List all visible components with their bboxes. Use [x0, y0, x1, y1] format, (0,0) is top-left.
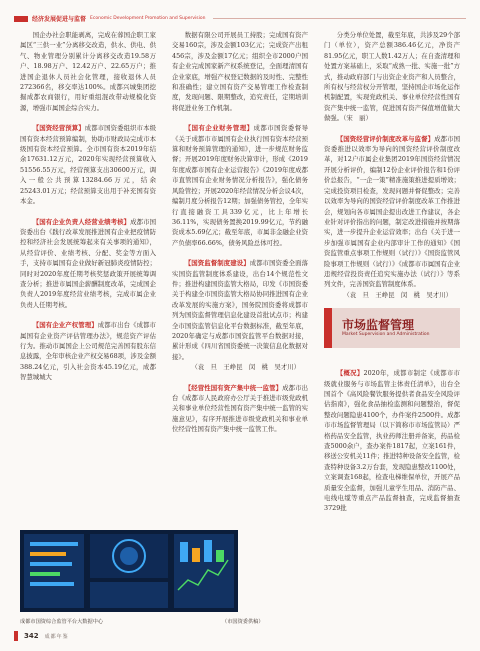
header-title: 经济发展促进与监督 — [32, 16, 87, 23]
entry-heading: 【国资经营预算】 — [32, 124, 85, 133]
footer-accent — [14, 631, 18, 641]
spacer — [172, 373, 308, 383]
paragraph-text: 成都市国资委出台《践行改革发展推进国有企业把疫情防控和经济社会发展统筹起来有关事项的通知》，从经营评价、业绩考核、分配、奖金等方面入手，支持市属国有企业做好新冠肺炎疫情防控；同时对2020年度任期考核奖惩政策开展统筹调查分析；推进市属国企薪酬制度改革，完成国企负责人2019年度经营业绩考核，完成市属企业负责人任期考核。 — [20, 217, 156, 309]
paragraph-text: 成都市出台《成都市人民政府办公厅关于推进市级党政机关和事业单位经营性国有资产集中统一监管的实施意见》，有序开展推进市级党政机关和事业单位经营性国有资产集中统一监管工作。 — [172, 383, 308, 434]
entry-heading: 【概况】 — [336, 369, 364, 378]
entry-heading: 【经营性国有资产集中统一监管】 — [184, 383, 283, 392]
paragraph — [172, 30, 308, 113]
entry-heading: 【国有企业产权管理】 — [32, 321, 98, 330]
author-signature — [172, 362, 308, 372]
running-header — [14, 14, 466, 23]
dashboard-photo — [20, 530, 238, 612]
paragraph-text: 成都市国资委推进以效率为导向的国资经营评价制度改革，对12户市属企业集团2019年国资经营情况开展分析评价，编制12份企业评价报告和1份评价总报告，“一企一策”精准施策推进提质增效；完成投资项目检查，发现问题并督促整改；完善以效率为导向的国资经营评价制度改革工作推进会，规划向各市属国企提出改进工作建议，各企业针对评价指出的问题，制定改进措施并按期落实，进一步提升企业运营效率；出台《关于进一步加强市属国有企业内部审计工作的通知》《国资监管重点事项工作规则（试行）》《国资监管风险事项工作规则（试行）》《成都市市属国有企业违规经营投资责任追究实施办法（试行）》等系列文件，完善国资监管制度体系。 — [324, 134, 460, 289]
spacer — [172, 113, 308, 123]
entry-heading: 【国资监督制度建设】 — [184, 259, 250, 268]
entry-heading: 【国有企业财务管理】 — [184, 124, 254, 133]
paragraph — [20, 217, 156, 311]
paragraph-text: 成都市国资委全面落实国资监管制度体系建设，出台14个规范性文件；推进构建国资监管大格局，印发《市国资委关于构建全市国资监管大格局协同推进国有企业改革发展的实施方案》，国务院国资委将成都市列为国资监督管理信息化建设首批试点市；构建全市国资监管信息化平台数据标准，截至年底，2020年确定与成都市国资监管平台数据对接，累计形成《四川省国资委统一决策信息化数据对接》。 — [172, 259, 309, 361]
page-number: 342 — [24, 632, 39, 640]
photo-caption: 成都市国资综合监管平台大数据中心 — [20, 619, 104, 625]
text-column-3 — [324, 30, 460, 514]
spacer — [20, 207, 156, 217]
entry-heading: 【国有企业负责人经营业绩考核】 — [32, 217, 131, 226]
spacer — [172, 248, 308, 258]
header-accent — [14, 16, 28, 22]
entry-heading: 【国资经营评价制度改革与监督】 — [336, 134, 435, 143]
header-rule — [213, 18, 466, 19]
paragraph-text: 分类分单位处置，截至年底，共涉及29个部门（单位），资产总额386.46亿元，净资产81.95亿元，职工人数1.42万人；在自查清理和处置方案基础上，采取“成熟一批、实施一批”方式，推动政府部门与出资企业资产和人员整合，所有权与经营权分开管理，坚持国企市场化运作机制配置，实现党政机关、事业单位经营性国有资产集中统一监管，促进国有资产保值增值做大做强。（宋 丽） — [324, 31, 460, 123]
paragraph-text: 数据有限公司开展员工持股；完成国有资产交易160宗，涉及金额103亿元；完成资产出租456宗，涉及金额17亿元；组织全市2000户国有企业完成国家新产权系统登记，全面理清国有企业家底，增强产权登记数据的及时性、完整性和准确性；建立国有资产交易管理工作检查制度，发现问题、限期整改，追究责任，定期培训将促进业务工作机制。 — [172, 31, 308, 112]
banner-stripe — [324, 308, 332, 348]
paragraph — [324, 134, 460, 290]
paragraph-text: 成都市国资委组织市本级国有资本经营预算编制，协助市财政局完成市本级国有资本经营预算。全市国有资本2019年结余17631.12万元，2020年实现经营预算收入51556.55万元，经营预算支出30600万元，调入一般公共预算13284.66万元，结余25243.01万元；经营预算支出用于补充国有资本金。 — [20, 124, 157, 206]
section-subtitle: Market Supervision and Administration — [342, 332, 430, 338]
author-signature — [324, 290, 460, 300]
section-title: 市场监督管理 — [342, 317, 415, 332]
paragraph — [20, 320, 156, 382]
paragraph — [20, 123, 156, 206]
header-english-title: Economic Development Promotion and Supervision — [90, 16, 206, 21]
paragraph — [324, 30, 460, 124]
yearbook-name: 成都年鉴 — [44, 633, 69, 640]
spacer — [324, 124, 460, 134]
paragraph — [20, 30, 156, 113]
paragraph-text: 成都市国资委督导《关于成都市市属国有企业执行国有资本经营预算和财务预算管理的通知》，进一步规范财务监督；开展2019年度财务决算审计，形成《2019年度成都市国有企业运营报告》《2019年度成都市直管国有企业财务情况分析报告》，强化债务风险管控；开展2020年经营情况分析会议4次，编制月度分析报告12期；加强债务管控，全年实行直接融资工具339亿元，比上年增长36.11%，实现债务置换2019.99亿元，节约融资成本5.69亿元；截至年底，市属非金融企业资产负债率66.66%，债务风险总体可控。 — [172, 124, 309, 247]
text-column-2 — [172, 30, 308, 435]
paragraph-text: 成都市出台《成都市属国有企业资产评估管理办法》，规范资产评估行为。推动市属国企上公司规范完善国有股东信息披露，全年审核企业产权交易68项，涉及金额388.24亿元，引入社会资本45.19亿元，成都智慧城城大 — [20, 321, 157, 382]
paragraph-text: （袁 旦 王峥昆 闵 桃 吴才川） — [343, 290, 452, 299]
paragraph-text: （袁 旦 王峥昆 闵 桃 吴才川） — [191, 363, 300, 372]
page-footer — [14, 631, 69, 641]
spacer — [20, 310, 156, 320]
paragraph — [172, 383, 308, 435]
photo-credit: （市国资委供稿） — [222, 619, 264, 625]
spacer — [20, 113, 156, 123]
text-column-1 — [20, 30, 156, 383]
paragraph — [172, 258, 308, 362]
spacer — [324, 358, 460, 368]
page-body — [20, 30, 460, 625]
paragraph — [324, 368, 460, 514]
paragraph-text: 2020年，成都市制定《成都市市级就业服务与市场监管主体责任清单》，出台全国首个《高风险餐饮服务提供者食品安全风险评估指南》，强化食品抽检监测和问题整治，督促整改问题隐患4100个，办件案件2500件。成都市市场监督管理局（以下简称市市场监管局）严格药品安全监管，执业药师注册并备案，药品检查5000余户，查办案件1817起，立案161件，移送公安机关11件；推进特种设备安全监管，检查特种设备3.2万台套，发现隐患整改1100处，立案调查168起，检查电梯维保单位，开展产品质量安全监督，加强儿童学生用品、消防产品、电线电缆等重点产品监督抽查，完成监督抽查3729批 — [324, 369, 460, 513]
paragraph — [172, 123, 308, 248]
paragraph-text: 国企办社会职能剥离，完成在蓉国企职工家属区“三供一业”分离移交改造，供水、供电、供气、物业管理分别累计分离移交改造19.58万户、18.98万户、12.42万户、22.65万户；推进国企退休人员社会化管理，接收退休人员272366名，移交率达100%。成都兴城集团挖掘成都农商银行，用好重组混改带动规模化资源，增强市属国企综合实力。 — [20, 31, 156, 112]
section-banner — [324, 308, 460, 348]
